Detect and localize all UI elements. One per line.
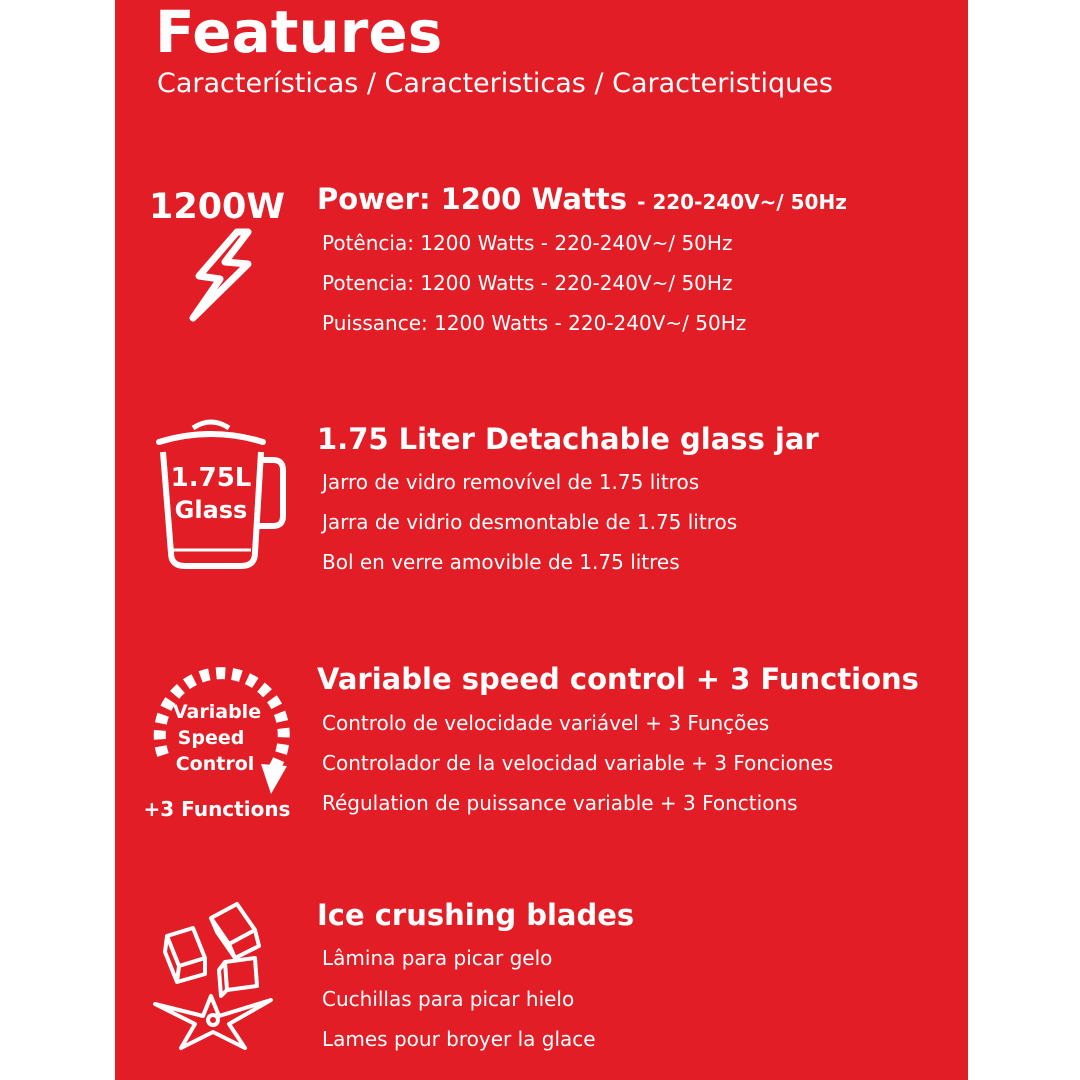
feature-line-pt: Lâmina para picar gelo (322, 946, 553, 970)
feature-heading (317, 180, 847, 221)
feature-line-pt: Potência: 1200 Watts - 220-240V~/ 50Hz (322, 231, 733, 255)
glass-jar-heading: 1.75 Liter Detachable glass jar (317, 422, 819, 456)
speed-icon-label-3: Control (175, 753, 255, 775)
glass-jar-icon (151, 418, 286, 573)
speed-icon-label-1: Variable (172, 701, 262, 723)
feature-line-fr: Bol en verre amovible de 1.75 litres (322, 550, 680, 574)
speed-icon-label-2: Speed (177, 727, 245, 749)
speed-dial-icon (143, 660, 293, 830)
jar-icon-label-material: Glass (174, 496, 248, 524)
feature-line-es: Cuchillas para picar hielo (322, 987, 575, 1011)
feature-line-fr: Lames pour broyer la glace (322, 1027, 596, 1051)
power-icon-label: 1200W (149, 187, 286, 227)
feature-line-pt: Jarro de vidro removível de 1.75 litros (322, 470, 700, 494)
feature-line-es: Potencia: 1200 Watts - 220-240V~/ 50Hz (322, 271, 733, 295)
feature-line-es: Jarra de vidrio desmontable de 1.75 litros (322, 510, 738, 534)
lightning-icon (145, 180, 295, 325)
feature-line-es: Controlador de la velocidad variable + 3 Fonciones (322, 751, 834, 775)
feature-line-fr: Puissance: 1200 Watts - 220-240V~/ 50Hz (322, 311, 747, 335)
jar-icon-label-size: 1.75L (170, 463, 252, 493)
page-title: Features (155, 0, 443, 66)
power-heading-suffix: - 220-240V~/ 50Hz (637, 190, 847, 214)
feature-line-pt: Controlo de velocidade variável + 3 Funções (322, 711, 770, 735)
feature-line-fr: Régulation de puissance variable + 3 Fonctions (322, 791, 798, 815)
speed-control-heading: Variable speed control + 3 Functions (317, 662, 919, 696)
power-heading: Power: 1200 Watts (317, 182, 627, 216)
ice-blades-heading: Ice crushing blades (317, 898, 635, 932)
page-subtitle: Características / Caracteristicas / Caracteristiques (157, 68, 833, 99)
speed-icon-label-4: +3 Functions (143, 797, 291, 821)
feature-panel (115, 0, 968, 1080)
ice-blade-icon (151, 896, 281, 1056)
